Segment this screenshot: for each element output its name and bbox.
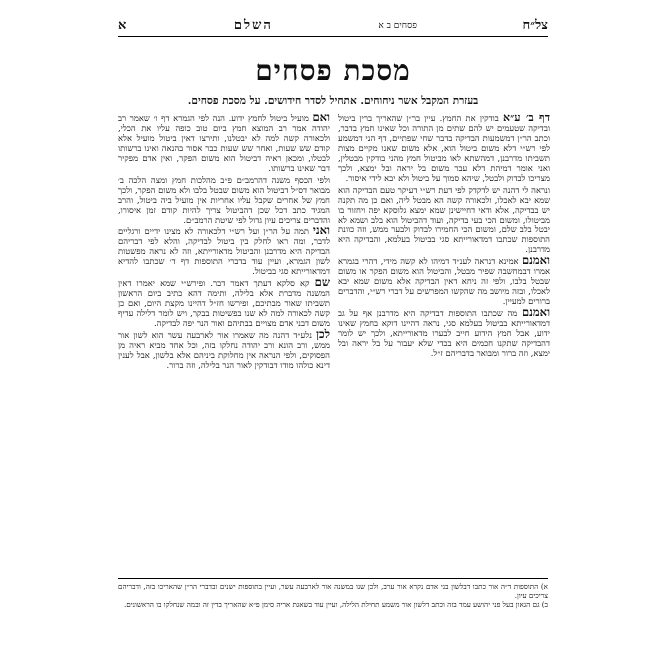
footnote: א) התוספות ד״ה אור כתבו דבלשון בני אדם נקרא אור ערב, ולכן שנו במשנה אור לארבעה עשר, ועיין בתוספות ישנים ובדברי הר״ן שהאריכו בזה, ודבריהם צריכים עיון. [118,582,548,600]
paragraph-text: ולפי הכסף משנה דהרמב״ם פ״ב מהלכות חמץ ומצה הלכה ב׳ מבואר דס״ל דביטול הוא משום שבטל בלבו ולא משום הפקר, ולכך חמץ של אחרים שקבל עליו אחריות אין מועיל ביה ביטול, והרב המגיד כתב דכל שכן דהביטול צריך להיות קודם זמן איסורו, והדברים צריכים עיון גדול לפי שיטת הרמב״ם. [118,174,330,225]
paragraph [118,327,330,371]
paragraph-text: קא סלקא דעתך דאמר דבר. ופירש״י שמא יאמרו דאין המשנה מדברת אלא בלילה, ותימה דהא כתיב ביום הראשון תשביתו שאור מבתיכם, ופירשו חז״ל דהיינו מקצת היום, ואם כן קשה לכאורה למה לא שנו בפשיטות בבקר, ויש לומר דלילה עדיף משום דבני אדם מצויים בבתיהם ואור הנר יפה לבדיקה. [118,278,330,329]
left-column [118,113,330,575]
header-page-letter: א [118,18,129,33]
paragraph-text: תמה על הר״ן ועל רש״י דלכאורה לא מצינו ידיים ורגליים לדבר, ומה ראו לחלק בין ביטול לבדיקה, והלא לפי דבריהם הבדיקה היא מדרבנן והביטול מדאורייתא, וזה לא נראה מפשטות לשון הגמרא, ועיין עוד בדברי התוספות דף ד׳ שכתבו להדיא דמדאורייתא סגי בביטול. [118,226,330,277]
header-commentary-name: צל״ח [522,18,548,33]
paragraph [338,185,550,256]
paragraph [118,113,330,174]
paragraph [338,305,550,359]
paragraph [118,223,330,277]
right-column [338,113,550,575]
paragraph-lead: ואמנם [521,253,550,268]
paragraph-text: מועיל ביטול לחמץ ידוע. הנה לפי הגמרא דף ו׳ שאמר רב יהודה אמר רב המוצא חמץ ביום טוב כופה עליו את הכלי, ולכאורה קשה למה לא יבטלנו, ותירצו דאין ביטול מועיל אלא קודם שש שעות, ואחר שש שעות כבר אסור בהנאה ואינו ברשותו לבטלו, ומכאן ראיה דביטול הוא משום הפקר, ואין אדם מפקיר דבר שאינו ברשותו. [118,113,330,173]
paragraph [118,175,330,226]
paragraph-text: אמינא דנראה לענ״ד דמיהו לא קשה מידי, דהרי בגמרא אמרו דבמחשבה שפיר מבטל, והביטול הוא משום הפקר או משום שבטל בלבו, ולפי זה ניחא דאין הבדיקה אלא משום שמא יבא לאכלו, ובזה מיושב מה שהקשו המפרשים על דברי רש״י, והדברים ברורים למעיין. [338,256,550,307]
paragraph-text: נלע״ד דהנה מה שאמרו אור לארבעה עשר הוא לשון אור ממש, ורב הונא ורב יהודה נחלקו בזה, וכל אחד מביא ראיה מן הפסוקים, ולפי הנראה אין מחלוקת ביניהם אלא בלשון, אבל לענין דינא כולהו מודו דבודקין לאור הנר בלילה, וזה ברור. [118,330,330,370]
paragraph-text: ונראה לי דהנה יש לדקדק לפי דעת רש״י דעיקר טעם הבדיקה הוא שמא יבא לאכלו, ולכאורה קשה הא מבטל ליה, ואם כן מה תקנה יש בבדיקה, אלא ודאי דחיישינן שמא ימצא גלוסקא יפה ויחזור בו מביטולו, ומשום הכי בעי בדיקה, ועוד דהביטול הוא בלב ושמא לא יבטל בלב שלם, ומשום הכי החמירו לבדוק ולבער ממש, וזה כוונת התוספות שכתבו דמדאורייתא סגי בביטול בעלמא, והבדיקה היא מדרבנן. [338,184,550,255]
paragraph [338,113,550,184]
running-header [118,14,548,37]
tractate-title: מסכת פסחים [255,54,411,87]
paragraph [118,275,330,329]
opening-line: בעזרת המקבל אשר ניחוחים. אתחיל לסדר חידושים. על מסכת פסחים. [187,95,479,107]
paragraph-lead: ואם [312,113,330,124]
header-left-label: השלם [233,18,273,33]
paragraph-lead: ואני [312,223,330,238]
footnote: ב) גם הגאון בעל פני יהושע עמד בזה וכתב דלשון אור משמע תחילת הלילה, ועיין עוד בשאגת אריה סימן פ״א שהאריך בדין זה ובמה שנחלקו בו הראשונים. [124,600,548,609]
paragraph [338,253,550,307]
paragraph-lead: שם [314,275,330,290]
paragraph-text: מה שכתבו התוספות דבדיקה היא מדרבנן אף על גב דמדאורייתא בביטול בעלמא סגי, נראה דהיינו דוקא בחמץ שאינו ידוע, אבל חמץ הידוע חייב לבערו מדאורייתא, ולכך יש לומר דהבדיקה שתקנו חכמים היא בכדי שלא יעבור על בל יראה ובל ימצא, וזה ברור ומבואר בדבריהם ז״ל. [338,308,550,358]
paragraph-text: בודקין את החמץ. עיין בר״ן שהאריך ברין ביטול ובדיקה שטעמים יש להם שתים מן התורה וכל שאינו חמץ בדבר, וכתב הר״ן דמשמעות הבדיקה בדבר שחי שפתיים, דף הני דמשמע לפי רש״י דלא משום ביטול הוא, אלא משום שאנו מקיים מצות תשביתו מדרבנן, דמהשתא לאו מביטול חמץ מהני בודקין מבטלין, ואני אומר דמיהת דלא עבר משום בל יראה ובל ימצא, ולכך מצריכו לבדוק ולבטל, שיהא סמוך על ביטול ולא יבא לידי איסור. [338,113,550,183]
header-folio: פסחים ב א [378,20,417,31]
paragraph-lead: לכן [316,327,330,342]
paragraph-lead: ואמנם [521,305,550,320]
footnote-divider [118,578,548,579]
footnotes [118,582,548,642]
paragraph-lead: דף ב׳ ע״א [503,113,550,124]
